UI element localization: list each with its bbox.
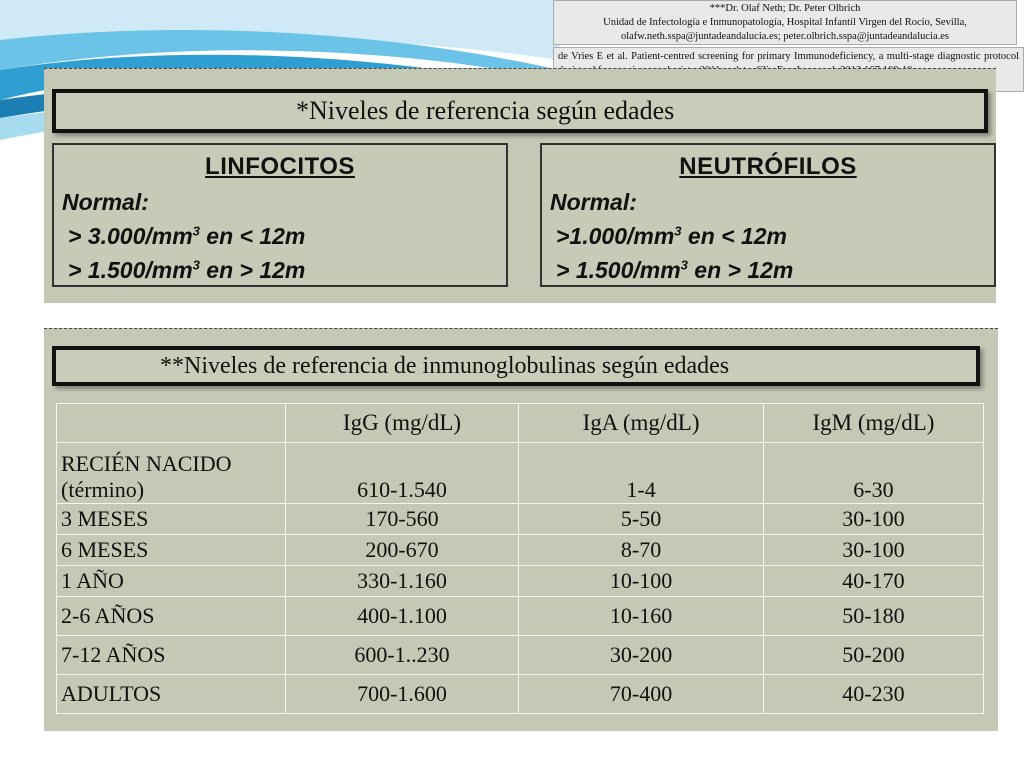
age-cell: ADULTOS — [57, 675, 286, 714]
table-header-row — [57, 404, 984, 443]
authors-line: ***Dr. Olaf Neth; Dr. Peter Olbrich — [709, 3, 861, 14]
age-cell: 6 MESES — [57, 535, 286, 566]
table-row — [57, 636, 984, 675]
igm-cell: 50-200 — [763, 636, 983, 675]
igm-cell: 30-100 — [763, 504, 983, 535]
age-cell: 2-6 AÑOS — [57, 597, 286, 636]
iga-cell: 70-400 — [519, 675, 764, 714]
age-cell: 1 AÑO — [57, 566, 286, 597]
lymphocytes-normal-label: Normal: — [62, 189, 149, 215]
lymphocytes-line-over-12m: > $1.500/mm^3$ en > 12m — [68, 257, 306, 283]
iga-cell: 10-160 — [519, 597, 764, 636]
header-igm: IgM (mg/dL) — [763, 404, 983, 443]
lymphocytes-heading: LINFOCITOS — [205, 153, 355, 180]
table-row — [57, 675, 984, 714]
igm-cell: 40-230 — [763, 675, 983, 714]
igm-cell: 30-100 — [763, 535, 983, 566]
age-cell: 7-12 AÑOS — [57, 636, 286, 675]
reference-levels-title: *Niveles de referencia según edades — [52, 89, 988, 133]
table-row — [57, 443, 984, 504]
header-igg: IgG (mg/dL) — [285, 404, 518, 443]
immunoglobulin-panel — [44, 328, 998, 731]
neutrophils-heading: NEUTRÓFILOS — [679, 153, 857, 180]
immunoglobulin-table — [56, 403, 984, 714]
table-row — [57, 566, 984, 597]
citation-authors — [553, 0, 1017, 45]
igm-cell: 6-30 — [763, 443, 983, 504]
header-iga: IgA (mg/dL) — [519, 404, 764, 443]
igg-cell: 610-1.540 — [285, 443, 518, 504]
lymphocytes-box — [52, 143, 508, 287]
reference-levels-panel — [44, 68, 996, 303]
igm-cell: 40-170 — [763, 566, 983, 597]
igg-cell: 330-1.160 — [285, 566, 518, 597]
igg-cell: 170-560 — [285, 504, 518, 535]
neutrophils-box — [540, 143, 996, 287]
neutrophils-normal-label: Normal: — [550, 189, 637, 215]
affiliation-line: Unidad de Infectología e Inmunopatología, Hospital Infantil Virgen del Rocío, Sevilla, — [603, 17, 967, 28]
iga-cell: 10-100 — [519, 566, 764, 597]
table-row — [57, 535, 984, 566]
header-age — [57, 404, 286, 443]
iga-cell: 1-4 — [519, 443, 764, 504]
immunoglobulin-title: **Niveles de referencia de inmunoglobulinas según edades — [52, 346, 980, 386]
igm-cell: 50-180 — [763, 597, 983, 636]
email-line: olafw.neth.sspa@juntadeandalucia.es; peter.olbrich.sspa@juntadeandalucia.es — [620, 31, 949, 42]
neutrophils-line-over-12m: > $1.500/mm^3$ en > 12m — [556, 257, 794, 283]
igg-cell: 600-1..230 — [285, 636, 518, 675]
iga-cell: 8-70 — [519, 535, 764, 566]
table-row — [57, 504, 984, 535]
igg-cell: 200-670 — [285, 535, 518, 566]
table-row — [57, 597, 984, 636]
age-cell: 3 MESES — [57, 504, 286, 535]
age-cell: RECIÉN NACIDO (término) — [57, 443, 286, 504]
igg-cell: 700-1.600 — [285, 675, 518, 714]
iga-cell: 5-50 — [519, 504, 764, 535]
igg-cell: 400-1.100 — [285, 597, 518, 636]
lymphocytes-line-under-12m: > $3.000/mm^3$ en < 12m — [68, 223, 306, 249]
neutrophils-line-under-12m: $>1.000/mm^3$ en < 12m — [556, 223, 787, 249]
iga-cell: 30-200 — [519, 636, 764, 675]
citation-reference: de Vries E et al. Patient-centred screening for primary Immunodeficiency, a multi-stage diagnostic protocol — [553, 47, 1024, 92]
